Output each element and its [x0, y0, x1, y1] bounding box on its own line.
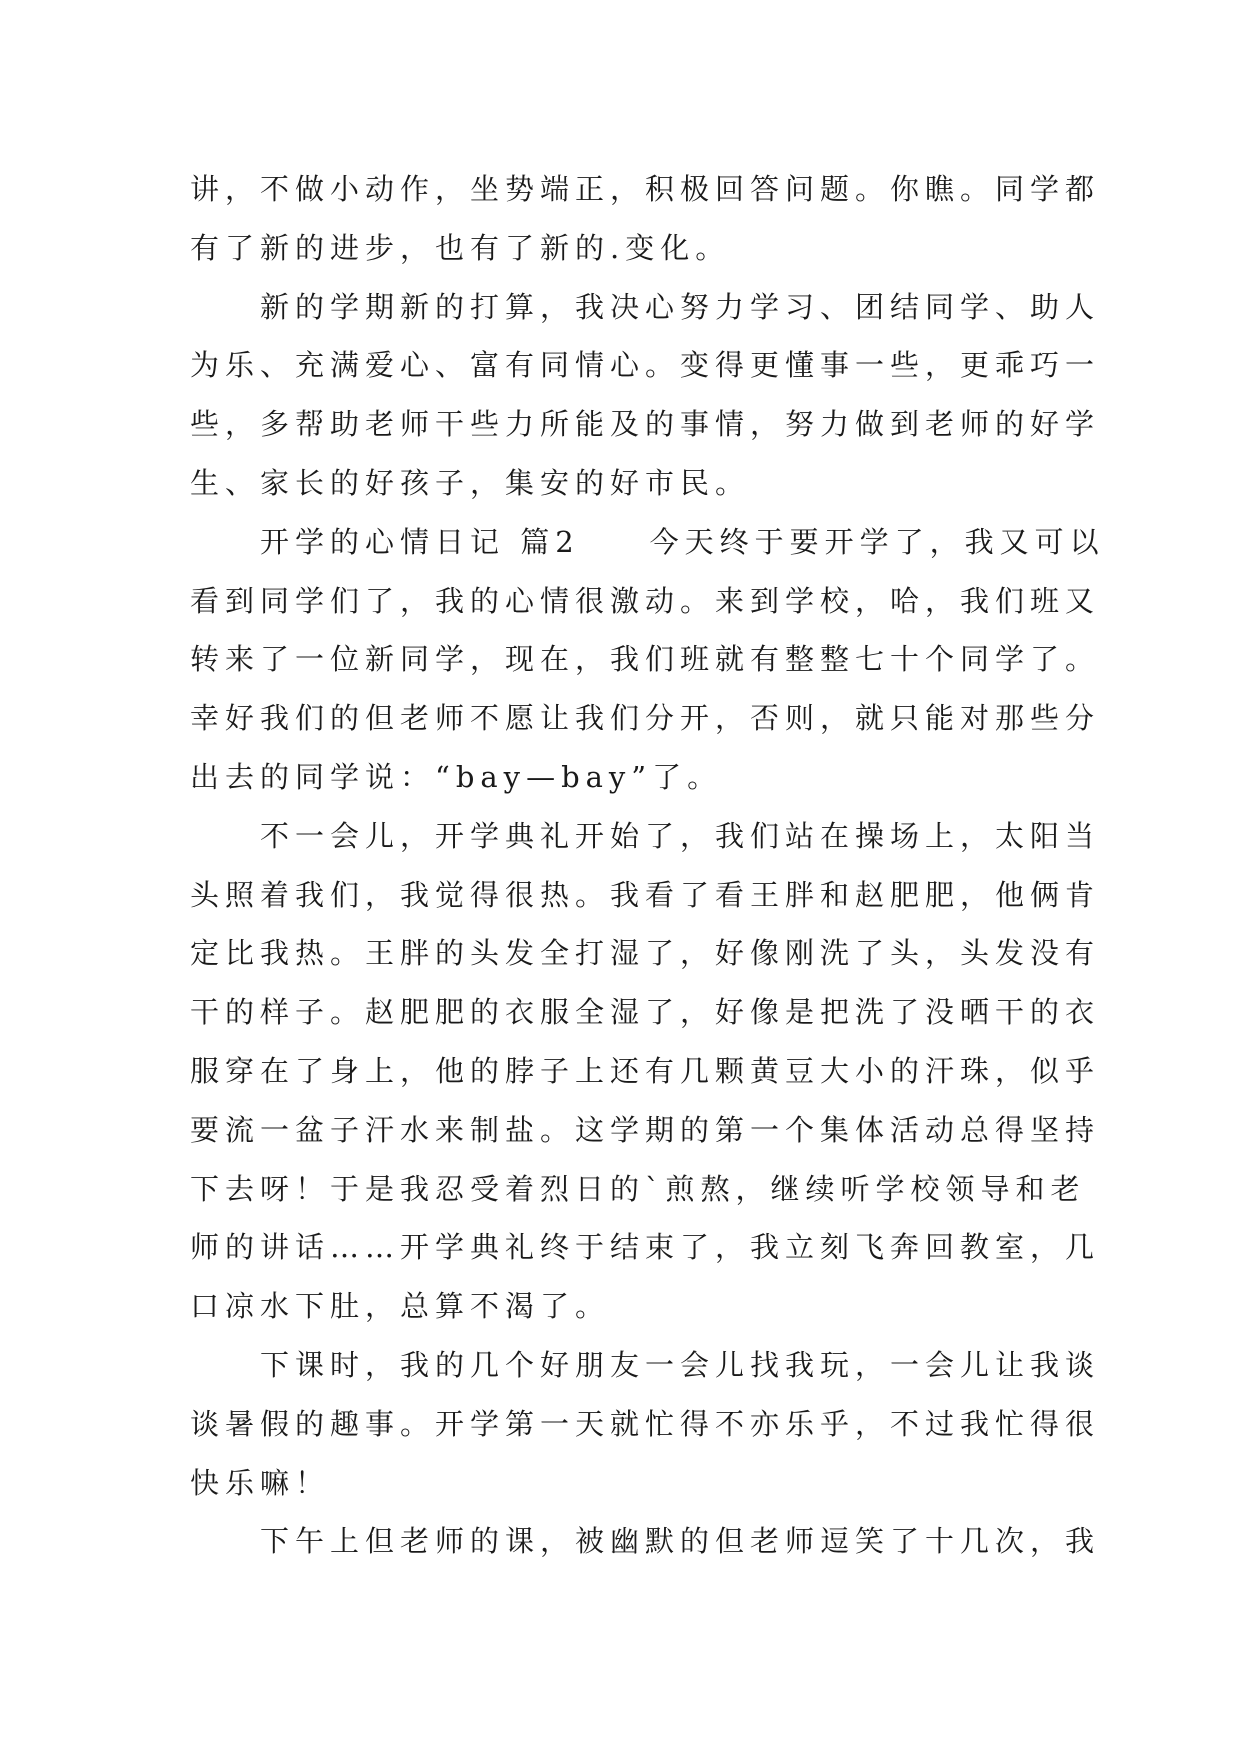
- text-line: 头照着我们，我觉得很热。我看了看王胖和赵肥肥，他俩肯: [190, 877, 1101, 912]
- text-line: 下课时，我的几个好朋友一会儿找我玩，一会儿让我谈: [190, 1347, 1101, 1382]
- text-line: 干的样子。赵肥肥的衣服全湿了，好像是把洗了没晒干的衣: [190, 995, 1101, 1030]
- text-line: 些，多帮助老师干些力所能及的事情，努力做到老师的好学: [190, 407, 1101, 442]
- text-line: 师的讲话……开学典礼终于结束了，我立刻飞奔回教室，几: [190, 1230, 1101, 1265]
- text-line: 定比我热。王胖的头发全打湿了，好像刚洗了头，头发没有: [190, 936, 1101, 971]
- text-line: 为乐、充满爱心、富有同情心。变得更懂事一些，更乖巧一: [190, 348, 1101, 383]
- text-line: 服穿在了身上，他的脖子上还有几颗黄豆大小的汗珠，似乎: [190, 1053, 1101, 1088]
- text-line: 谈暑假的趣事。开学第一天就忙得不亦乐乎，不过我忙得很: [190, 1406, 1101, 1441]
- text-line: 有了新的进步，也有了新的.变化。: [190, 230, 731, 265]
- text-line: 口凉水下肚，总算不渴了。: [190, 1289, 611, 1324]
- text-line: 出去的同学说：“bay—bay”了。: [190, 759, 723, 794]
- text-line: 快乐嘛！: [190, 1465, 331, 1500]
- text-line: 下去呀！于是我忍受着烈日的`煎熬，继续听学校领导和老: [190, 1171, 1086, 1206]
- text-line: 幸好我们的但老师不愿让我们分开，否则，就只能对那些分: [190, 701, 1101, 736]
- text-line: 讲，不做小动作，坐势端正，积极回答问题。你瞧。同学都: [190, 172, 1101, 206]
- body-text: [190, 160, 1200, 1571]
- text-line: 新的学期新的打算，我决心努力学习、团结同学、助人: [190, 289, 1101, 324]
- text-line: 开学的心情日记 篇2 今天终于要开学了，我又可以: [190, 524, 1105, 559]
- text-line: 转来了一位新同学，现在，我们班就有整整七十个同学了。: [190, 642, 1101, 677]
- text-line: 看到同学们了，我的心情很激动。来到学校，哈，我们班又: [190, 583, 1101, 618]
- text-line: 要流一盆子汗水来制盐。这学期的第一个集体活动总得坚持: [190, 1112, 1101, 1147]
- text-line: 不一会儿，开学典礼开始了，我们站在操场上，太阳当: [190, 818, 1101, 853]
- text-line: 生、家长的好孩子，集安的好市民。: [190, 465, 751, 500]
- text-line: 下午上但老师的课，被幽默的但老师逗笑了十几次，我: [190, 1524, 1101, 1559]
